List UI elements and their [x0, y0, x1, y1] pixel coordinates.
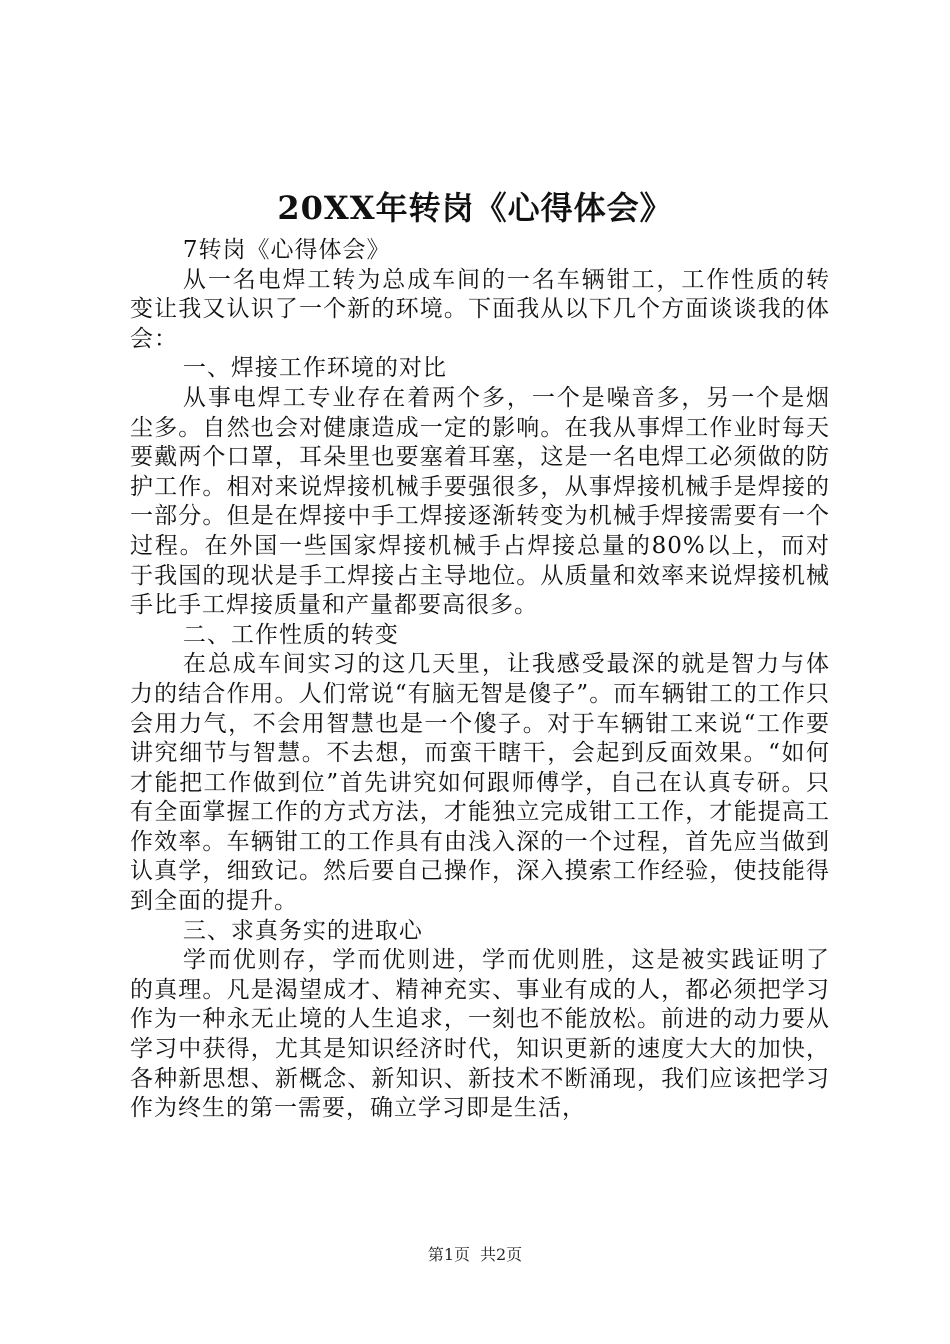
document-title: 20XX年转岗《心得体会》: [277, 189, 673, 227]
section-heading-1: 一、焊接工作环境的对比: [182, 355, 447, 382]
section-heading-3: 三、求真务实的进取心: [182, 917, 423, 944]
section-paragraph-2: 在总成车间实习的这几天里，让我感受最深的就是智力与体力的结合作用。人们常说“有脑无智是傻子”。而车辆钳工的工作只会用力气，不会用智慧也是一个傻子。对于车辆钳工来说“工作要讲究细节与智慧。不去想，而蛮干瞎干，会起到反面效果。“如何才能把工作做到位”首先讲究如何跟师傅学，自己在认真专研。只有全面掌握工作的方式方法，才能独立完成钳工工作，才能提高工作效率。车辆钳工的工作具有由浅入深的一个过程，首先应当做到认真学，细致记。然后要自己操作，深入摸索工作经验，使技能得到全面的提升。: [130, 651, 830, 915]
subtitle-line: 7转岗《心得体会》: [182, 237, 391, 263]
page-footer: [0, 1244, 950, 1266]
section-paragraph-3: 学而优则存，学而优则进，学而优则胜，这是被实践证明了的真理。凡是渴望成才、精神充实、事业有成的人，都必须把学习作为一种永无止境的人生追求，一刻也不能放松。前进的动力要从学习中获得，尤其是知识经济时代，知识更新的速度大大的加快，各种新思想、新概念、新知识、新技术不断涌现，我们应该把学习作为终生的第一需要，确立学习即是生活，: [130, 947, 830, 1122]
section-heading-2: 二、工作性质的转变: [182, 621, 399, 648]
page-total: 共2页: [480, 1245, 523, 1264]
document-body: [130, 236, 830, 1124]
intro-paragraph: 从一名电焊工转为总成车间的一名车辆钳工，工作性质的转变让我又认识了一个新的环境。下面我从以下几个方面谈谈我的体会：: [130, 266, 830, 352]
section-paragraph-1: 从事电焊工专业存在着两个多，一个是噪音多，另一个是烟尘多。自然也会对健康造成一定的影响。在我从事焊工作业时每天要戴两个口罩，耳朵里也要塞着耳塞，这是一名电焊工必须做的防护工作。相对来说焊接机械手要强很多，从事焊接机械手是焊接的一部分。但是在焊接中手工焊接逐渐转变为机械手焊接需要有一个过程。在外国一些国家焊接机械手占焊接总量的80%以上，而对于我国的现状是手工焊接占主导地位。从质量和效率来说焊接机械手比手工焊接质量和产量都要高很多。: [130, 384, 830, 619]
page-number: 第1页: [427, 1245, 470, 1264]
